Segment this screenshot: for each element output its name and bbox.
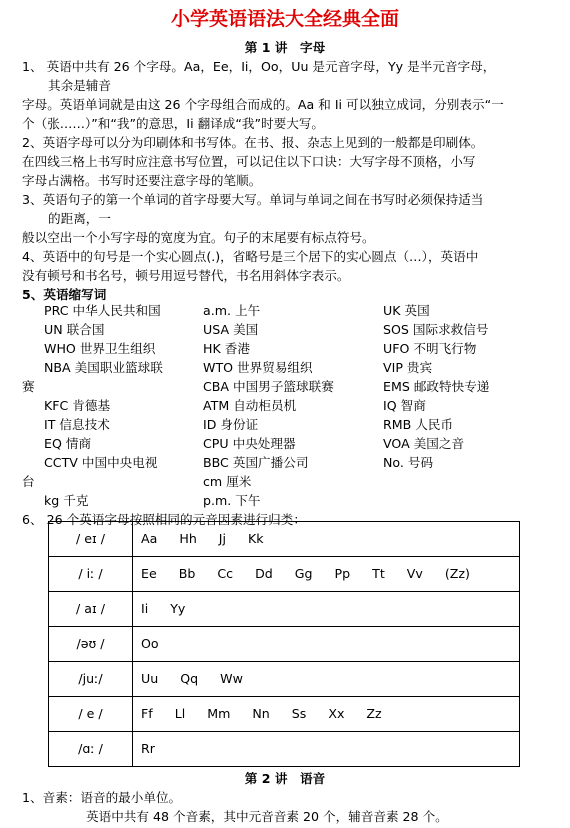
letter-pair: Dd [255,565,273,581]
abbreviation-item: KFC 肯德基 [44,398,111,413]
letter-pair: Yy [170,600,186,616]
letter-pair: Hh [179,530,197,546]
abbreviation-item: EQ 情商 [44,436,92,451]
letter-pair: Tt [372,565,385,581]
phoneme-cell: / aɪ / [49,592,133,627]
paragraph-2-line-2: 在四线三格上书写时应注意书写位置，可以记住以下口诀：大写字母不顶格，小写 [22,154,476,169]
abbreviation-item: CPU 中央处理器 [203,436,296,451]
letter-pair: Cc [217,565,234,581]
letter-pair: Ss [291,705,307,721]
vowel-row [49,697,520,732]
letters-cell [133,627,520,662]
abbreviation-item: UK 英国 [383,303,430,318]
letter-pair: Rr [141,740,155,756]
letters-cell [133,592,520,627]
letter-pair: Gg [294,565,313,581]
vowel-row [49,557,520,592]
letter-pair: Uu [141,670,159,686]
phoneme-cell: / iː / [49,557,133,592]
vowel-row [49,627,520,662]
vowel-row [49,592,520,627]
letter-pair: Xx [328,705,345,721]
letter-pair: Bb [178,565,196,581]
abbreviation-item: NBA 美国职业篮球联 [44,360,163,375]
lecture-2-heading: 第 2 讲 语音 [244,771,326,786]
phoneme-cell: /juː/ [49,662,133,697]
paragraph-1-line-1: 1、 英语中共有 26 个字母。Aa，Ee，Ii，Oo，Uu 是元音字母，Yy 是半元音字母， [22,59,496,74]
phoneme-definition: 1、音素：语音的最小单位。 [22,790,182,805]
abbreviation-item: cm 厘米 [203,474,252,489]
phoneme-cell: /ɑː / [49,732,133,767]
vowel-table [48,521,520,767]
paragraph-1-line-4: 个（张……）”和“我”的意思，Ii 翻译成“我”时要大写。 [22,116,325,131]
abbreviation-item: p.m. 下午 [203,493,261,508]
abbreviation-item: VIP 贵宾 [383,360,433,375]
abbreviation-item: a.m. 上午 [203,303,261,318]
abbreviation-item: UN 联合国 [44,322,105,337]
paragraph-2-line-3: 字母占满格。书写时还要注意字母的笔顺。 [22,173,262,188]
paragraph-6: 6、 26 个英语字母按照相同的元音因素进行归类： [22,512,306,527]
abbreviation-item: PRC 中华人民共和国 [44,303,161,318]
abbreviation-item: USA 美国 [203,322,259,337]
abbreviation-item: WHO 世界卫生组织 [44,341,156,356]
phoneme-cell: / e / [49,697,133,732]
letter-pair: Ee [141,565,157,581]
abbreviation-item: SOS 国际求救信号 [383,322,489,337]
abbreviation-item: UFO 不明飞行物 [383,341,477,356]
letter-pair: Jj [218,530,227,546]
letter-pair: Aa [141,530,158,546]
abbreviation-item: RMB 人民币 [383,417,454,432]
vowel-row [49,662,520,697]
abbreviation-item: IQ 智商 [383,398,426,413]
letters-cell [133,697,520,732]
letters-cell [133,522,520,557]
letter-pair: Nn [252,705,270,721]
abbreviation-item: IT 信息技术 [44,417,110,432]
letter-pair: Qq [180,670,199,686]
vowel-row [49,522,520,557]
abbreviations-heading: 5、英语缩写词 [22,287,107,302]
letter-pair: Zz [366,705,382,721]
abbreviation-item: 赛 [22,379,35,394]
paragraph-2-line-1: 2、英语字母可以分为印刷体和书写体。在书、报、杂志上见到的一般都是印刷体。 [22,135,484,150]
abbreviation-item: HK 香港 [203,341,250,356]
letter-pair: Vv [406,565,423,581]
paragraph-4-line-1: 4、英语中的句号是一个实心圆点(.)，省略号是三个居下的实心圆点（…），英语中 [22,249,479,264]
abbreviation-item: EMS 邮政特快专递 [383,379,490,394]
letters-cell [133,662,520,697]
abbreviation-item: VOA 美国之音 [383,436,465,451]
letters-cell [133,557,520,592]
abbreviation-item: CCTV 中国中央电视 [44,455,158,470]
paragraph-3-line-3: 般以空出一个小写字母的宽度为宜。句子的末尾要有标点符号。 [22,230,375,245]
lecture-1-heading: 第 1 讲 字母 [244,40,326,55]
vowel-row [49,732,520,767]
abbreviation-item: BBC 英国广播公司 [203,455,309,470]
letter-pair: Ll [174,705,186,721]
paragraph-4-line-2: 没有顿号和书名号，顿号用逗号替代，书名用斜体字表示。 [22,268,350,283]
abbreviation-item: No. 号码 [383,455,434,470]
abbreviation-item: ID 身份证 [203,417,259,432]
letter-pair: Ww [220,670,243,686]
page-title: 小学英语语法大全经典全面 [170,8,399,30]
abbreviation-item: WTO 世界贸易组织 [203,360,313,375]
abbreviation-item: kg 千克 [44,493,89,508]
letter-pair: Oo [141,635,159,651]
letter-pair: (Zz) [444,565,470,581]
letter-pair: Kk [248,530,264,546]
letter-pair: Pp [334,565,351,581]
abbreviation-item: ATM 自动柜员机 [203,398,297,413]
letter-pair: Mm [207,705,231,721]
paragraph-3-line-1: 3、英语句子的第一个单词的首字母要大写。单词与单词之间在书写时必须保持适当 [22,192,484,207]
abbreviation-item: CBA 中国男子篮球联赛 [203,379,334,394]
paragraph-1-line-3: 字母。英语单词就是由这 26 个字母组合而成的。Aa 和 Ii 可以独立成词，分别表示“一 [22,97,504,112]
phoneme-cell: / eɪ / [49,522,133,557]
letter-pair: Ff [141,705,153,721]
phoneme-cell: /əʊ / [49,627,133,662]
letters-cell [133,732,520,767]
abbreviation-item: 台 [22,474,35,489]
letter-pair: Ii [141,600,149,616]
paragraph-3-line-2: 的距离，一 [48,211,111,226]
paragraph-1-line-2: 其余是辅音 [48,78,111,93]
phoneme-count: 英语中共有 48 个音素，其中元音音素 20 个，辅音音素 28 个。 [86,809,448,824]
